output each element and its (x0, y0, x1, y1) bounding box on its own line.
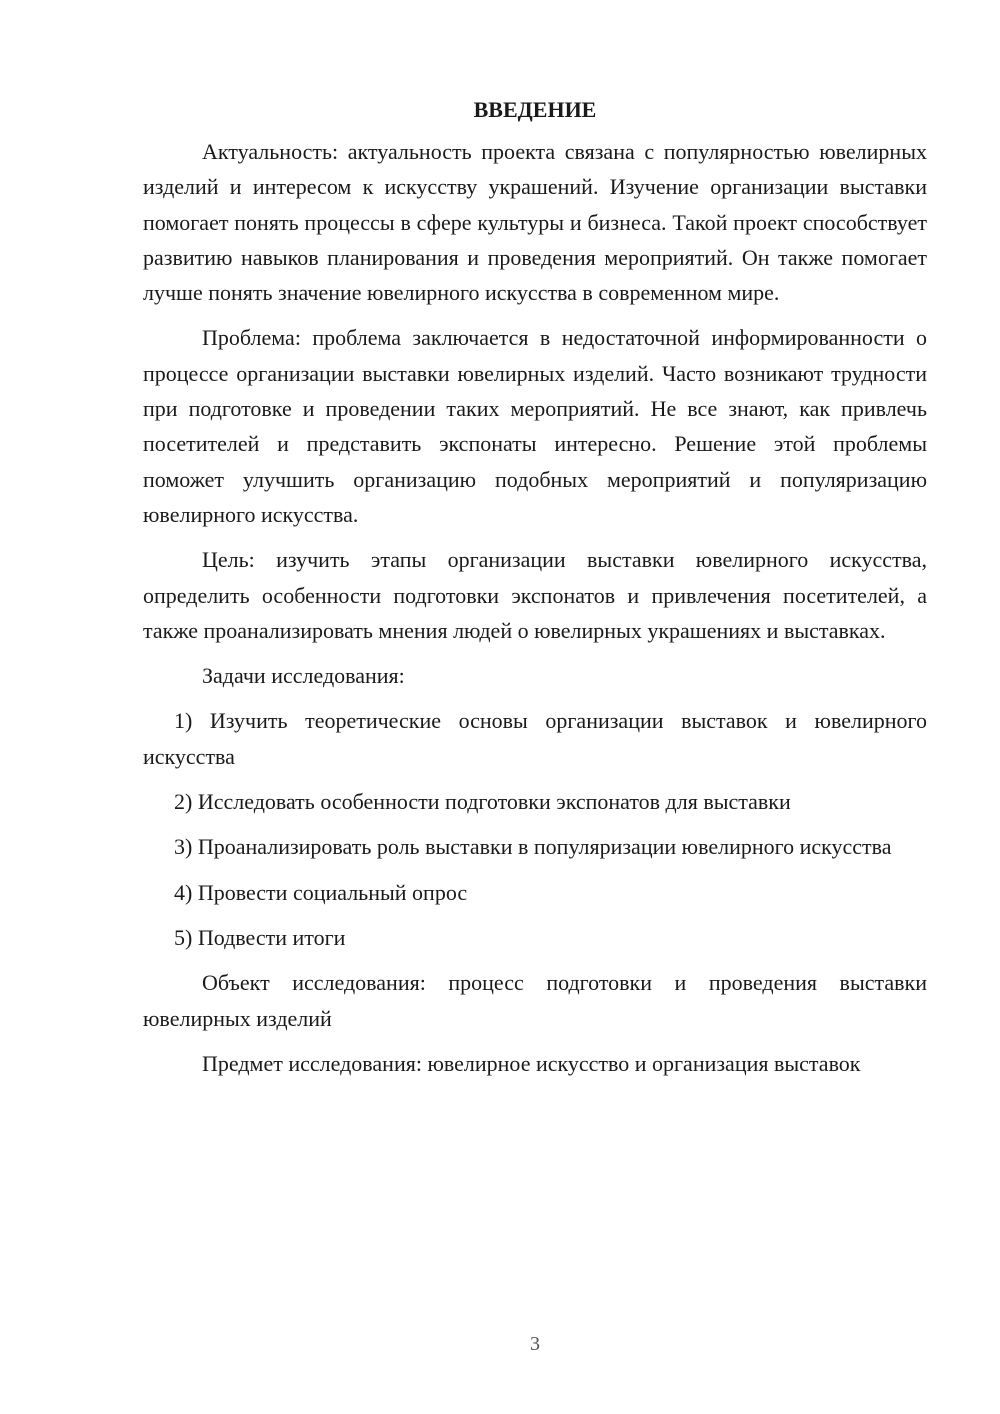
task-item-4: 4) Провести социальный опрос (174, 879, 468, 905)
task-item-2: 2) Исследовать особенности подготовки экспонатов для выставки (174, 789, 791, 815)
task-item-5: 5) Подвести итоги (174, 924, 346, 950)
object-paragraph: Объект исследования: процесс подготовки и проведения выставки ювелирных изделий (143, 970, 927, 1031)
problem-paragraph: Проблема: проблема заключается в недостаточной информированности о процессе организации выставки ювелирных изделий. Часто возникают трудности при подготовке и проведении таких мероприятий. Не все знают, как привлечь посетителей и представить экспонаты интересно. Решение этой проблемы поможет улучшить организацию подобных мероприятий и популяризацию ювелирного искусства. (143, 325, 927, 527)
relevance-paragraph: Актуальность: актуальность проекта связана с популярностью ювелирных изделий и интересом к искусству украшений. Изучение организации выставки помогает понять процессы в сфере культуры и бизнеса. Такой проект способствует развитию навыков планирования и проведения мероприятий. Он также помогает лучше понять значение ювелирного искусства в современном мире. (143, 139, 927, 306)
page-number: 3 (530, 1333, 540, 1355)
tasks-heading: Задачи исследования: (202, 663, 405, 689)
task-item-1: 1) Изучить теоретические основы организации выставок и ювелирного искусства (143, 708, 927, 769)
task-item-3: 3) Проанализировать роль выставки в популяризации ювелирного искусства (174, 834, 892, 860)
page-content (143, 92, 927, 1091)
goal-paragraph: Цель: изучить этапы организации выставки ювелирного искусства, определить особенности подготовки экспонатов и привлечения посетителей, а также проанализировать мнения людей о ювелирных украшениях и выставках. (143, 547, 927, 643)
section-title: ВВЕДЕНИЕ (473, 97, 597, 122)
subject-paragraph: Предмет исследования: ювелирное искусство и организация выставок (202, 1050, 861, 1076)
